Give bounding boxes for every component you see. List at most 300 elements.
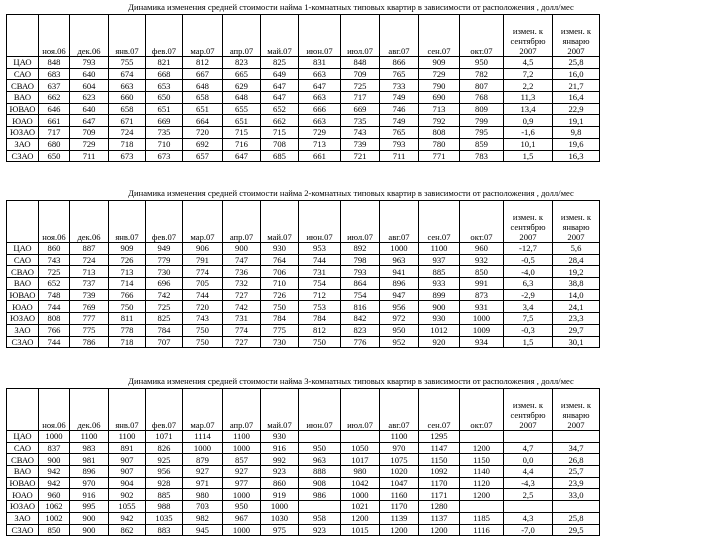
value-cell: 730 xyxy=(261,336,299,348)
value-cell: 1015 xyxy=(341,524,380,536)
value-cell: 1000 xyxy=(261,501,299,513)
table-row xyxy=(7,501,600,513)
value-cell: 743 xyxy=(183,313,223,325)
value-cell: 956 xyxy=(146,466,183,478)
month-header: фев.07 xyxy=(146,389,183,431)
value-cell xyxy=(553,431,600,443)
value-cell: 19,6 xyxy=(553,138,600,150)
value-cell: 1042 xyxy=(341,477,380,489)
value-cell: 923 xyxy=(299,524,341,536)
month-header: янв.07 xyxy=(109,389,146,431)
table-row xyxy=(7,512,600,524)
district-label: СВАО xyxy=(7,80,39,92)
value-cell: 658 xyxy=(183,92,223,104)
value-cell: 1020 xyxy=(380,466,419,478)
value-cell: 848 xyxy=(39,57,70,69)
district-label: ЦАО xyxy=(7,243,39,255)
change-header: измен. к сентябрю 2007 xyxy=(504,389,553,431)
value-cell: 673 xyxy=(146,150,183,162)
value-cell: 1092 xyxy=(419,466,460,478)
value-cell: 775 xyxy=(70,324,109,336)
month-header: мар.07 xyxy=(183,389,223,431)
value-cell: 919 xyxy=(261,489,299,501)
value-cell: 793 xyxy=(341,266,380,278)
month-header: апр.07 xyxy=(223,15,261,57)
value-cell: 1295 xyxy=(419,431,460,443)
value-cell: -0,5 xyxy=(504,254,553,266)
value-cell: 1139 xyxy=(380,512,419,524)
value-cell: 30,1 xyxy=(553,336,600,348)
value-cell: 932 xyxy=(460,254,504,266)
district-label: ЗАО xyxy=(7,512,39,524)
value-cell: 19,1 xyxy=(553,115,600,127)
value-cell: 729 xyxy=(419,68,460,80)
value-cell: 652 xyxy=(39,278,70,290)
month-header: окт.07 xyxy=(460,389,504,431)
district-label: ЦАО xyxy=(7,57,39,69)
value-cell: 909 xyxy=(419,57,460,69)
value-cell: 765 xyxy=(380,127,419,139)
value-cell: 706 xyxy=(261,266,299,278)
district-label: ЮВАО xyxy=(7,477,39,489)
value-cell: 640 xyxy=(70,68,109,80)
value-cell: 774 xyxy=(223,324,261,336)
table-row xyxy=(7,254,600,266)
table-row xyxy=(7,278,600,290)
value-cell: 729 xyxy=(299,127,341,139)
table-row xyxy=(7,336,600,348)
value-cell: 850 xyxy=(460,266,504,278)
value-cell: 950 xyxy=(299,442,341,454)
value-cell: 731 xyxy=(299,266,341,278)
value-cell: 766 xyxy=(39,324,70,336)
month-header: дек.06 xyxy=(70,389,109,431)
month-header: сен.07 xyxy=(419,201,460,243)
value-cell: 900 xyxy=(70,512,109,524)
value-cell: 703 xyxy=(183,501,223,513)
value-cell: 981 xyxy=(70,454,109,466)
district-label: ЮЗАО xyxy=(7,313,39,325)
value-cell: 736 xyxy=(223,266,261,278)
value-cell: 744 xyxy=(299,254,341,266)
value-cell: 864 xyxy=(341,278,380,290)
value-cell: 960 xyxy=(460,243,504,255)
value-cell: 808 xyxy=(419,127,460,139)
value-cell: 651 xyxy=(146,103,183,115)
value-cell: 1000 xyxy=(183,442,223,454)
value-cell: 765 xyxy=(380,68,419,80)
table-row xyxy=(7,80,600,92)
value-cell: 784 xyxy=(299,313,341,325)
value-cell: 896 xyxy=(70,466,109,478)
value-cell: 1150 xyxy=(460,454,504,466)
value-cell: 931 xyxy=(460,301,504,313)
value-cell: 755 xyxy=(109,57,146,69)
table-row xyxy=(7,115,600,127)
value-cell: 651 xyxy=(183,103,223,115)
table-row xyxy=(7,289,600,301)
value-cell: 666 xyxy=(299,103,341,115)
value-cell: 715 xyxy=(223,127,261,139)
value-cell: 750 xyxy=(261,301,299,313)
value-cell: 724 xyxy=(109,127,146,139)
value-cell: 648 xyxy=(223,92,261,104)
month-header: июн.07 xyxy=(299,15,341,57)
value-cell: 952 xyxy=(380,336,419,348)
value-cell: 904 xyxy=(109,477,146,489)
value-cell: -4,3 xyxy=(504,477,553,489)
value-cell: 711 xyxy=(380,150,419,162)
table-row xyxy=(7,313,600,325)
value-cell: 669 xyxy=(146,115,183,127)
value-cell: 730 xyxy=(146,266,183,278)
value-cell: 950 xyxy=(223,501,261,513)
value-cell: 977 xyxy=(223,477,261,489)
value-cell: 4,7 xyxy=(504,442,553,454)
table-row xyxy=(7,103,600,115)
value-cell: 0,0 xyxy=(504,454,553,466)
value-cell: 710 xyxy=(146,138,183,150)
value-cell: 735 xyxy=(146,127,183,139)
value-cell: 793 xyxy=(70,57,109,69)
value-cell: 718 xyxy=(109,336,146,348)
value-cell: 866 xyxy=(380,57,419,69)
table-title: Динамика изменения средней стоимости найма 1-комнатных типовых квартир в зависимости от расположения , долл/мес xyxy=(128,2,574,12)
value-cell: 764 xyxy=(261,254,299,266)
value-cell: 680 xyxy=(39,138,70,150)
value-cell: 900 xyxy=(223,243,261,255)
value-cell: 724 xyxy=(70,254,109,266)
value-cell: 753 xyxy=(299,301,341,313)
value-cell: 887 xyxy=(70,243,109,255)
value-cell xyxy=(460,431,504,443)
value-cell: 658 xyxy=(109,103,146,115)
value-cell: 862 xyxy=(109,524,146,536)
value-cell: 975 xyxy=(261,524,299,536)
value-cell: 648 xyxy=(183,80,223,92)
value-cell: 953 xyxy=(299,243,341,255)
value-cell: 646 xyxy=(39,103,70,115)
value-cell: 879 xyxy=(183,454,223,466)
district-label: ЗАО xyxy=(7,324,39,336)
value-cell: 1160 xyxy=(380,489,419,501)
value-cell: 891 xyxy=(109,442,146,454)
value-cell: 13,4 xyxy=(504,103,553,115)
month-header: май.07 xyxy=(261,201,299,243)
value-cell: 1100 xyxy=(223,431,261,443)
value-cell: 671 xyxy=(109,115,146,127)
value-cell: 0,9 xyxy=(504,115,553,127)
value-cell: 750 xyxy=(109,301,146,313)
value-cell: 825 xyxy=(261,57,299,69)
value-cell: 927 xyxy=(183,466,223,478)
table-row xyxy=(7,466,600,478)
value-cell: 850 xyxy=(39,524,70,536)
value-cell: 1000 xyxy=(223,442,261,454)
table-row xyxy=(7,243,600,255)
change-header: измен. к январю 2007 xyxy=(553,201,600,243)
price-table xyxy=(6,388,600,536)
value-cell: 1,5 xyxy=(504,336,553,348)
value-cell: 669 xyxy=(341,103,380,115)
value-cell: 909 xyxy=(109,243,146,255)
value-cell: 860 xyxy=(39,243,70,255)
value-cell: 5,6 xyxy=(553,243,600,255)
district-label: ВАО xyxy=(7,466,39,478)
district-label: ВАО xyxy=(7,278,39,290)
value-cell xyxy=(504,431,553,443)
value-cell: 710 xyxy=(261,278,299,290)
value-cell: 1071 xyxy=(146,431,183,443)
value-cell: 663 xyxy=(299,68,341,80)
value-cell: 774 xyxy=(183,266,223,278)
value-cell: 33,0 xyxy=(553,489,600,501)
value-cell: 637 xyxy=(39,80,70,92)
district-label: ЮЗАО xyxy=(7,501,39,513)
value-cell: 4,5 xyxy=(504,57,553,69)
value-cell: 718 xyxy=(109,138,146,150)
value-cell: 892 xyxy=(341,243,380,255)
district-label: ЮАО xyxy=(7,301,39,313)
value-cell: 942 xyxy=(39,466,70,478)
value-cell: 712 xyxy=(299,289,341,301)
value-cell: 885 xyxy=(146,489,183,501)
value-cell: 778 xyxy=(109,324,146,336)
value-cell: 743 xyxy=(39,254,70,266)
district-label: ЗАО xyxy=(7,138,39,150)
value-cell: 799 xyxy=(460,115,504,127)
district-label: ВАО xyxy=(7,92,39,104)
value-cell: 21,7 xyxy=(553,80,600,92)
value-cell: 928 xyxy=(146,477,183,489)
value-cell: 766 xyxy=(109,289,146,301)
value-cell: 657 xyxy=(183,150,223,162)
value-cell: 900 xyxy=(419,301,460,313)
value-cell: 667 xyxy=(183,68,223,80)
month-header: мар.07 xyxy=(183,201,223,243)
value-cell: 860 xyxy=(261,477,299,489)
value-cell: 660 xyxy=(109,92,146,104)
value-cell: 848 xyxy=(341,57,380,69)
value-cell: 742 xyxy=(146,289,183,301)
value-cell: 647 xyxy=(70,115,109,127)
value-cell: 934 xyxy=(460,336,504,348)
value-cell xyxy=(553,501,600,513)
value-cell: 750 xyxy=(183,336,223,348)
value-cell: 1200 xyxy=(341,512,380,524)
value-cell: 647 xyxy=(299,80,341,92)
value-cell: 792 xyxy=(419,115,460,127)
header-row xyxy=(7,389,600,431)
value-cell: 980 xyxy=(341,466,380,478)
value-cell: 2,2 xyxy=(504,80,553,92)
value-cell: 38,8 xyxy=(553,278,600,290)
value-cell: 7,2 xyxy=(504,68,553,80)
district-label: САО xyxy=(7,254,39,266)
value-cell: 754 xyxy=(341,289,380,301)
value-cell: 812 xyxy=(183,57,223,69)
value-cell: 16,3 xyxy=(553,150,600,162)
value-cell: 816 xyxy=(341,301,380,313)
value-cell: 777 xyxy=(70,313,109,325)
month-header: май.07 xyxy=(261,15,299,57)
table-title: Динамика изменения средней стоимости найма 3-комнатных типовых квартир в зависимости от расположения , долл/мес xyxy=(128,376,574,386)
value-cell: 650 xyxy=(39,150,70,162)
table-row xyxy=(7,454,600,466)
value-cell xyxy=(460,501,504,513)
value-cell: 749 xyxy=(380,92,419,104)
month-header: июл.07 xyxy=(341,389,380,431)
value-cell: 727 xyxy=(223,336,261,348)
value-cell: 737 xyxy=(70,278,109,290)
value-cell: 1100 xyxy=(380,431,419,443)
district-label: САО xyxy=(7,442,39,454)
value-cell: 1075 xyxy=(380,454,419,466)
district-label: СВАО xyxy=(7,266,39,278)
value-cell: 1000 xyxy=(341,489,380,501)
value-cell: 967 xyxy=(223,512,261,524)
value-cell: 717 xyxy=(341,92,380,104)
value-cell: 733 xyxy=(380,80,419,92)
value-cell: 9,8 xyxy=(553,127,600,139)
value-cell: 963 xyxy=(380,254,419,266)
value-cell: 1185 xyxy=(460,512,504,524)
value-cell: 25,7 xyxy=(553,466,600,478)
value-cell: 683 xyxy=(39,68,70,80)
value-cell: 768 xyxy=(460,92,504,104)
value-cell: 713 xyxy=(70,266,109,278)
value-cell: 1047 xyxy=(380,477,419,489)
month-header: авг.07 xyxy=(380,15,419,57)
value-cell: 1100 xyxy=(109,431,146,443)
value-cell: 708 xyxy=(261,138,299,150)
value-cell: 1000 xyxy=(380,243,419,255)
value-cell: 1150 xyxy=(419,454,460,466)
value-cell: 925 xyxy=(146,454,183,466)
value-cell: 1120 xyxy=(460,477,504,489)
value-cell: 692 xyxy=(183,138,223,150)
value-cell: 743 xyxy=(341,127,380,139)
value-cell: -7,0 xyxy=(504,524,553,536)
value-cell: 779 xyxy=(146,254,183,266)
price-table xyxy=(6,200,600,348)
month-header: май.07 xyxy=(261,389,299,431)
value-cell: 933 xyxy=(419,278,460,290)
month-header: июн.07 xyxy=(299,389,341,431)
value-cell: 821 xyxy=(146,57,183,69)
value-cell: 29,5 xyxy=(553,524,600,536)
value-cell: 942 xyxy=(39,477,70,489)
value-cell: 945 xyxy=(183,524,223,536)
value-cell: 24,1 xyxy=(553,301,600,313)
value-cell: 1114 xyxy=(183,431,223,443)
value-cell: 16,4 xyxy=(553,92,600,104)
value-cell: 742 xyxy=(223,301,261,313)
value-cell: 1170 xyxy=(419,477,460,489)
value-cell: 784 xyxy=(261,313,299,325)
month-header: ноя.06 xyxy=(39,389,70,431)
month-header: дек.06 xyxy=(70,201,109,243)
district-label: ЮАО xyxy=(7,489,39,501)
value-cell: 748 xyxy=(39,289,70,301)
value-cell: 1030 xyxy=(261,512,299,524)
value-cell: 899 xyxy=(419,289,460,301)
corner-cell xyxy=(7,201,39,243)
value-cell: 826 xyxy=(146,442,183,454)
value-cell: 735 xyxy=(341,115,380,127)
value-cell: 885 xyxy=(419,266,460,278)
value-cell: 10,1 xyxy=(504,138,553,150)
value-cell: 25,8 xyxy=(553,512,600,524)
month-header: сен.07 xyxy=(419,15,460,57)
month-header: фев.07 xyxy=(146,15,183,57)
value-cell: 775 xyxy=(261,324,299,336)
change-header: измен. к январю 2007 xyxy=(553,389,600,431)
table-row xyxy=(7,127,600,139)
month-header: дек.06 xyxy=(70,15,109,57)
table-row xyxy=(7,68,600,80)
value-cell: 1116 xyxy=(460,524,504,536)
value-cell: 920 xyxy=(419,336,460,348)
value-cell: 4,3 xyxy=(504,512,553,524)
table-row xyxy=(7,489,600,501)
value-cell: 25,8 xyxy=(553,57,600,69)
value-cell: 950 xyxy=(460,57,504,69)
value-cell: 842 xyxy=(341,313,380,325)
value-cell: 776 xyxy=(341,336,380,348)
value-cell: 916 xyxy=(261,442,299,454)
value-cell: 690 xyxy=(419,92,460,104)
value-cell: 812 xyxy=(299,324,341,336)
value-cell: 825 xyxy=(146,313,183,325)
value-cell: 1,5 xyxy=(504,150,553,162)
value-cell: 28,4 xyxy=(553,254,600,266)
value-cell: 971 xyxy=(183,477,223,489)
value-cell: 731 xyxy=(223,313,261,325)
change-header: измен. к сентябрю 2007 xyxy=(504,15,553,57)
value-cell: 23,3 xyxy=(553,313,600,325)
value-cell: 19,2 xyxy=(553,266,600,278)
month-header: окт.07 xyxy=(460,15,504,57)
month-header: фев.07 xyxy=(146,201,183,243)
value-cell: 739 xyxy=(70,289,109,301)
month-header: янв.07 xyxy=(109,201,146,243)
value-cell: 16,0 xyxy=(553,68,600,80)
value-cell: 771 xyxy=(419,150,460,162)
value-cell: 790 xyxy=(419,80,460,92)
value-cell: 1062 xyxy=(39,501,70,513)
value-cell: 673 xyxy=(109,150,146,162)
month-header: авг.07 xyxy=(380,389,419,431)
value-cell: 942 xyxy=(109,512,146,524)
value-cell: 661 xyxy=(299,150,341,162)
table-row xyxy=(7,150,600,162)
district-label: ЮЗАО xyxy=(7,127,39,139)
value-cell: 1000 xyxy=(223,489,261,501)
value-cell: 923 xyxy=(261,466,299,478)
corner-cell xyxy=(7,15,39,57)
value-cell: 604 xyxy=(70,80,109,92)
value-cell: 623 xyxy=(70,92,109,104)
value-cell: 713 xyxy=(299,138,341,150)
value-cell: 1200 xyxy=(419,524,460,536)
value-cell: 873 xyxy=(460,289,504,301)
value-cell: 950 xyxy=(380,324,419,336)
value-cell: 754 xyxy=(299,278,341,290)
value-cell: 888 xyxy=(299,466,341,478)
month-header: янв.07 xyxy=(109,15,146,57)
value-cell: 907 xyxy=(109,454,146,466)
